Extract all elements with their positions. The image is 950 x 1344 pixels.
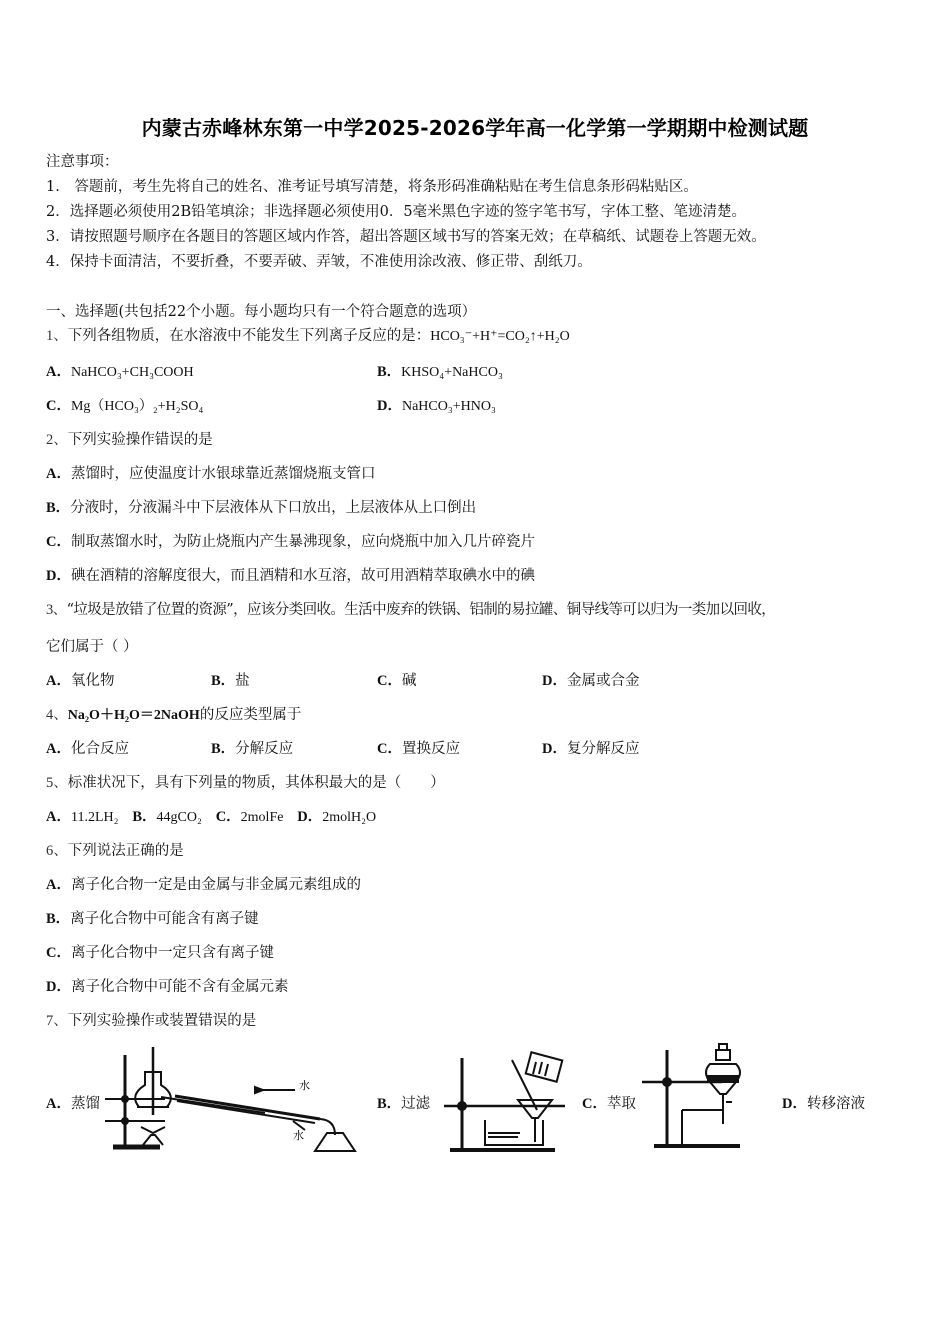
question-2-option-d: [46, 566, 535, 586]
question-number: 7、: [46, 1013, 68, 1029]
option-text: 离子化合物中一定只含有离子键: [70, 945, 274, 961]
option-text: NaHCO₃+HNO₃: [401, 399, 496, 414]
option-label: C．: [377, 741, 402, 757]
notice-item-2: 2．选择题必须使用2B铅笔填涂；非选择题必须使用0．5毫米黑色字迹的签字笔书写，字体工整、笔迹清楚。: [46, 204, 747, 220]
question-text: 标准状况下，具有下列量的物质，其体积最大的是（ ）: [67, 775, 445, 791]
section-heading: 一、选择题(共包括22个小题。每小题均只有一个符合题意的选项）: [46, 304, 477, 320]
question-1-option-d: [377, 396, 496, 417]
option-text: 离子化合物中可能含有离子键: [70, 911, 259, 927]
option-text: 金属或合金: [566, 673, 640, 689]
option-text: 2molFe: [240, 810, 284, 825]
option-label: A．: [46, 877, 71, 893]
option-label: C．: [46, 398, 71, 414]
question-text: 下列实验操作错误的是: [67, 432, 213, 448]
question-6-option-b: [46, 909, 259, 929]
option-text: Mg（HCO₃）₂+H₂SO₄: [70, 399, 204, 414]
question-number: 3、: [46, 602, 67, 618]
option-label: A．: [46, 741, 71, 757]
option-text: NaHCO₃+CH₃COOH: [70, 365, 194, 380]
question-6-stem: [46, 841, 184, 861]
option-label: D．: [782, 1096, 807, 1112]
option-label: D．: [46, 979, 71, 995]
option-text: 11.2LH₂: [70, 810, 119, 825]
question-text: “垃圾是放错了位置的资源”，应该分类回收。生活中废弃的铁锅、铝制的易拉罐、铜导线等可以归为一类加以回收，: [66, 602, 776, 618]
option-label: C．: [46, 945, 71, 961]
question-6-option-d: [46, 977, 288, 997]
question-text: 的反应类型属于: [199, 707, 302, 723]
option-label: A．: [46, 809, 71, 825]
option-text: 化合反应: [70, 741, 129, 757]
question-7-stem: [46, 1011, 256, 1031]
question-3-stem-continued: 它们属于（ ）: [46, 639, 138, 655]
option-label: B．: [377, 1096, 402, 1112]
option-text: 分液时，分液漏斗中下层液体从下口放出，上层液体从上口倒出: [70, 500, 477, 516]
question-text: 下列实验操作或装置错误的是: [67, 1013, 257, 1029]
question-1-stem: [46, 326, 570, 347]
question-4-option-b: [211, 739, 293, 759]
question-1-option-b: [377, 362, 503, 383]
option-label: C．: [582, 1096, 607, 1112]
water-out-label: 水: [293, 1129, 304, 1142]
question-6-option-a: [46, 875, 361, 895]
option-text: 氧化物: [70, 673, 115, 689]
question-2-option-a: [46, 464, 375, 484]
option-text: 盐: [235, 673, 250, 689]
question-1-option-a: [46, 362, 194, 383]
question-3-option-b: [211, 671, 250, 691]
question-3-stem: [46, 600, 775, 620]
option-label: D．: [46, 568, 71, 584]
option-label: C．: [215, 809, 241, 825]
question-4-option-a: [46, 739, 129, 759]
question-number: 6、: [46, 843, 68, 859]
option-text: KHSO₄+NaHCO₃: [401, 365, 503, 380]
option-label: B．: [377, 364, 402, 380]
option-text: 复分解反应: [566, 741, 640, 757]
option-text: 离子化合物一定是由金属与非金属元素组成的: [70, 877, 361, 893]
question-text: 下列各组物质，在水溶液中不能发生下列离子反应的是：: [67, 328, 431, 344]
question-3-option-d: [542, 671, 639, 691]
question-number: 1、: [46, 328, 68, 344]
option-label: D．: [297, 809, 323, 825]
option-text: 萃取: [606, 1096, 636, 1112]
question-number: 2、: [46, 432, 68, 448]
question-4-stem: [46, 705, 301, 726]
option-label: A．: [46, 1096, 71, 1112]
question-text: 下列说法正确的是: [67, 843, 184, 859]
question-4-option-d: [542, 739, 639, 759]
option-text: 蒸馏: [70, 1096, 100, 1112]
question-5-options: [46, 807, 376, 828]
option-label: C．: [377, 673, 402, 689]
question-6-option-c: [46, 943, 274, 963]
water-in-label: 水: [299, 1079, 310, 1092]
notice-item-1: 1. 答题前，考生先将自己的姓名、准考证号填写清楚，将条形码准确粘贴在考生信息条形码粘贴区。: [46, 179, 698, 195]
filtration-apparatus-figure: [440, 1050, 570, 1155]
distillation-apparatus-figure: [105, 1045, 360, 1155]
question-7-option-b: [377, 1094, 430, 1114]
option-text: 制取蒸馏水时，为防止烧瓶内产生暴沸现象，应向烧瓶中加入几片碎瓷片: [70, 534, 535, 550]
option-label: B．: [211, 741, 236, 757]
option-text: 离子化合物中可能不含有金属元素: [70, 979, 289, 995]
question-number: 5、: [46, 775, 68, 791]
question-7-option-c: [582, 1094, 636, 1114]
option-text: 分解反应: [235, 741, 294, 757]
question-4-option-c: [377, 739, 460, 759]
question-2-option-b: [46, 498, 476, 518]
option-label: B．: [46, 911, 71, 927]
notice-item-3: 3．请按照题号顺序在各题目的答题区域内作答，超出答题区域书写的答案无效；在草稿纸、试题卷上答题无效。: [46, 229, 766, 245]
option-label: B．: [211, 673, 236, 689]
question-number: 4、: [46, 707, 68, 723]
option-text: 蒸馏时，应使温度计水银球靠近蒸馏烧瓶支管口: [70, 466, 376, 482]
question-7-option-d: [782, 1094, 865, 1114]
question-2-stem: [46, 430, 213, 450]
question-1-option-c: [46, 396, 203, 417]
option-label: B．: [46, 500, 71, 516]
question-2-option-c: [46, 532, 535, 552]
option-text: 2molH₂O: [322, 810, 377, 825]
option-label: D．: [542, 741, 567, 757]
option-label: D．: [377, 398, 402, 414]
option-text: 碘在酒精的溶解度很大，而且酒精和水互溶，故可用酒精萃取碘水中的碘: [70, 568, 535, 584]
question-3-option-c: [377, 671, 416, 691]
notice-item-4: 4．保持卡面清洁，不要折叠，不要弄破、弄皱，不准使用涂改液、修正带、刮纸刀。: [46, 254, 592, 270]
option-label: A．: [46, 466, 71, 482]
ionic-equation: HCO₃⁻+H⁺=CO₂↑+H₂O: [430, 329, 570, 344]
notice-heading: 注意事项：: [46, 154, 119, 170]
separatory-funnel-apparatus-figure: [640, 1042, 750, 1154]
option-label: D．: [542, 673, 567, 689]
option-text: 转移溶液: [806, 1096, 865, 1112]
question-3-option-a: [46, 671, 114, 691]
option-label: B．: [132, 809, 157, 825]
page-title: 内蒙古赤峰林东第一中学2025-2026学年高一化学第一学期期中检测试题: [141, 116, 809, 140]
option-label: A．: [46, 364, 71, 380]
option-text: 过滤: [401, 1096, 431, 1112]
reaction-equation: Na₂O＋H₂O＝2NaOH: [67, 708, 200, 723]
option-text: 置换反应: [401, 741, 460, 757]
option-label: A．: [46, 673, 71, 689]
option-text: 碱: [401, 673, 417, 689]
question-7-option-a: [46, 1094, 100, 1114]
question-5-stem: [46, 773, 445, 793]
option-text: 44gCO₂: [156, 810, 202, 825]
option-label: C．: [46, 534, 71, 550]
